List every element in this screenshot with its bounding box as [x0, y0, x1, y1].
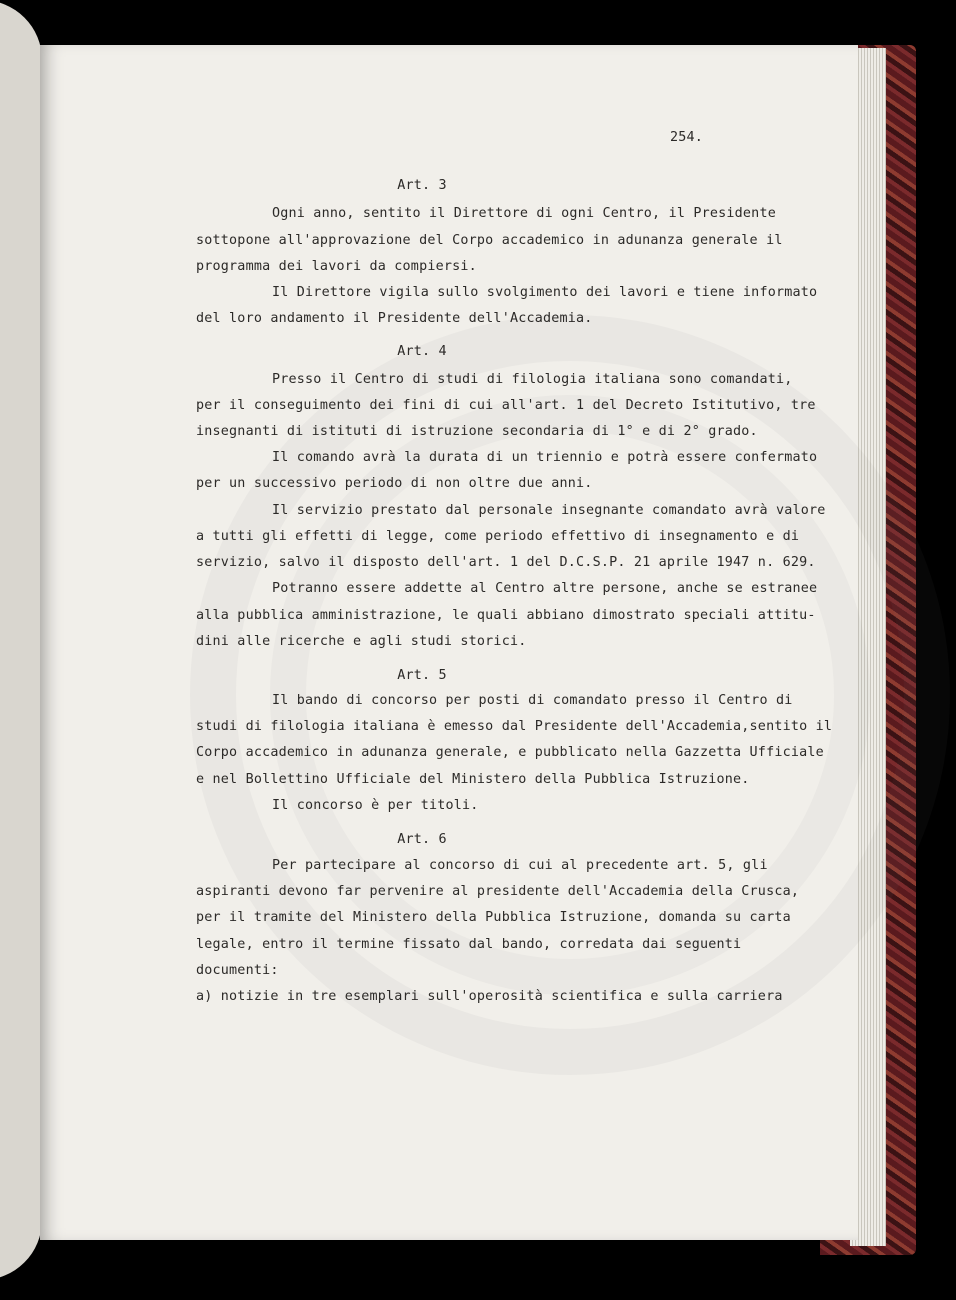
text-line: alla pubblica amministrazione, le quali abbiano dimostrato speciali attitu- — [196, 608, 816, 623]
text-line: Presso il Centro di studi di filologia italiana sono comandati, — [272, 372, 793, 387]
article-heading: Art. 3 — [397, 178, 447, 193]
text-line: Il bando di concorso per posti di comandato presso il Centro di — [272, 693, 793, 708]
text-line: per il conseguimento dei fini di cui all'art. 1 del Decreto Istitutivo, tre — [196, 398, 816, 413]
text-line: Il concorso è per titoli. — [272, 798, 479, 813]
text-line: legale, entro il termine fissato dal bando, corredata dai seguenti — [196, 937, 742, 952]
text-line: insegnanti di istituti di istruzione secondaria di 1° e di 2° grado. — [196, 424, 758, 439]
text-line: Il comando avrà la durata di un triennio e potrà essere confermato — [272, 450, 818, 465]
text-line: e nel Bollettino Ufficiale del Ministero della Pubblica Istruzione. — [196, 772, 750, 787]
text-line: Il Direttore vigila sullo svolgimento dei lavori e tiene informato — [272, 285, 818, 300]
article-heading: Art. 5 — [397, 668, 447, 683]
text-line: programma dei lavori da compiersi. — [196, 259, 477, 274]
text-line: Corpo accademico in adunanza generale, e pubblicato nella Gazzetta Ufficiale — [196, 745, 824, 760]
text-line: a) notizie in tre esemplari sull'operosità scientifica e sulla carriera — [196, 989, 783, 1004]
article-heading: Art. 4 — [397, 344, 447, 359]
text-line: Il servizio prestato dal personale insegnante comandato avrà valore — [272, 503, 826, 518]
text-line: aspiranti devono far pervenire al presidente dell'Accademia della Crusca, — [196, 884, 800, 899]
article-heading: Art. 6 — [397, 832, 447, 847]
text-line: sottopone all'approvazione del Corpo accademico in adunanza generale il — [196, 233, 783, 248]
text-line: Ogni anno, sentito il Direttore di ogni Centro, il Presidente — [272, 206, 776, 221]
text-line: a tutti gli effetti di legge, come periodo effettivo di insegnamento e di — [196, 529, 800, 544]
text-line: del loro andamento il Presidente dell'Accademia. — [196, 311, 593, 326]
text-line: dini alle ricerche e agli studi storici. — [196, 634, 527, 649]
text-line: documenti: — [196, 963, 279, 978]
text-line: Per partecipare al concorso di cui al precedente art. 5, gli — [272, 858, 768, 873]
text-line: servizio, salvo il disposto dell'art. 1 del D.C.S.P. 21 aprile 1947 n. 629. — [196, 555, 816, 570]
text-line: per il tramite del Ministero della Pubblica Istruzione, domanda su carta — [196, 910, 791, 925]
text-line: studi di filologia italiana è emesso dal Presidente dell'Accademia,sentito il — [196, 719, 833, 734]
text-line: per un successivo periodo di non oltre due anni. — [196, 476, 593, 491]
page-number: 254. — [670, 130, 704, 145]
text-line: Potranno essere addette al Centro altre persone, anche se estranee — [272, 581, 818, 596]
